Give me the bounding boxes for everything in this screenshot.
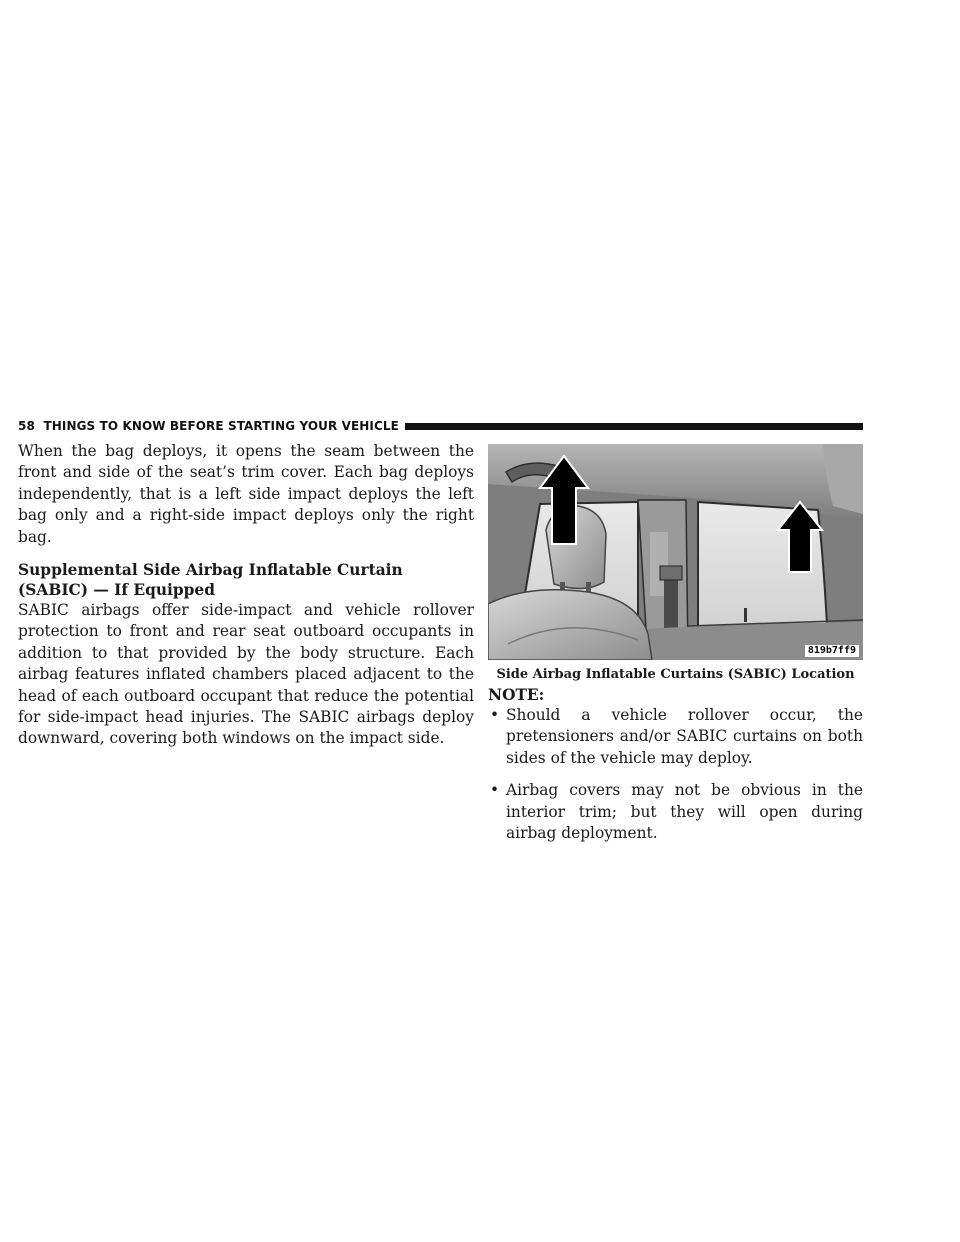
body-paragraph-1: When the bag deploys, it opens the seam between the front and side of the seat’s trim cover. Each bag deploys independently, that is a left side impact deploys the left bag only and a right-side impact deploys only the right bag. — [18, 442, 474, 546]
bullet: • — [490, 781, 500, 800]
page-number: 58 — [18, 419, 35, 433]
belt-anchor — [660, 566, 682, 580]
body-paragraph-2: SABIC airbags offer side-impact and vehicle rollover protection to front and rear seat outboard occupants in addition to that provided by the body structure. Each airbag features inflated chambers placed adjacent to the head of each outboard occupant that reduce the potential for side-impact head injuries. The SABIC airbags deploy downward, covering both windows on the impact side. — [18, 601, 474, 748]
header-rule — [405, 423, 863, 430]
lock-knob — [744, 608, 747, 622]
header-text — [18, 419, 399, 433]
list-item — [488, 705, 863, 769]
bullet: • — [490, 706, 500, 724]
note-item-text: Airbag covers may not be obvious in the interior trim; but they will open during airbag deployment. — [506, 781, 863, 843]
subheading-line-1: Supplemental Side Airbag Inflatable Curtain — [18, 561, 403, 580]
vehicle-interior-illustration — [488, 444, 863, 660]
left-column — [18, 441, 474, 750]
note-title: NOTE: — [488, 686, 545, 704]
note-list — [488, 705, 863, 855]
subheading-line-2: (SABIC) — If Equipped — [18, 581, 215, 600]
section-subheading — [18, 560, 474, 600]
list-item — [488, 780, 863, 844]
sabic-location-figure — [488, 444, 863, 660]
note-item-text: Should a vehicle rollover occur, the pretensioners and/or SABIC curtains on both sides of the vehicle may deploy. — [506, 706, 863, 767]
section-title: THINGS TO KNOW BEFORE STARTING YOUR VEHICLE — [43, 419, 399, 433]
page-header — [18, 418, 863, 434]
figure-caption: Side Airbag Inflatable Curtains (SABIC) Location — [496, 667, 855, 682]
figure-code: 819b7ff9 — [805, 645, 859, 657]
